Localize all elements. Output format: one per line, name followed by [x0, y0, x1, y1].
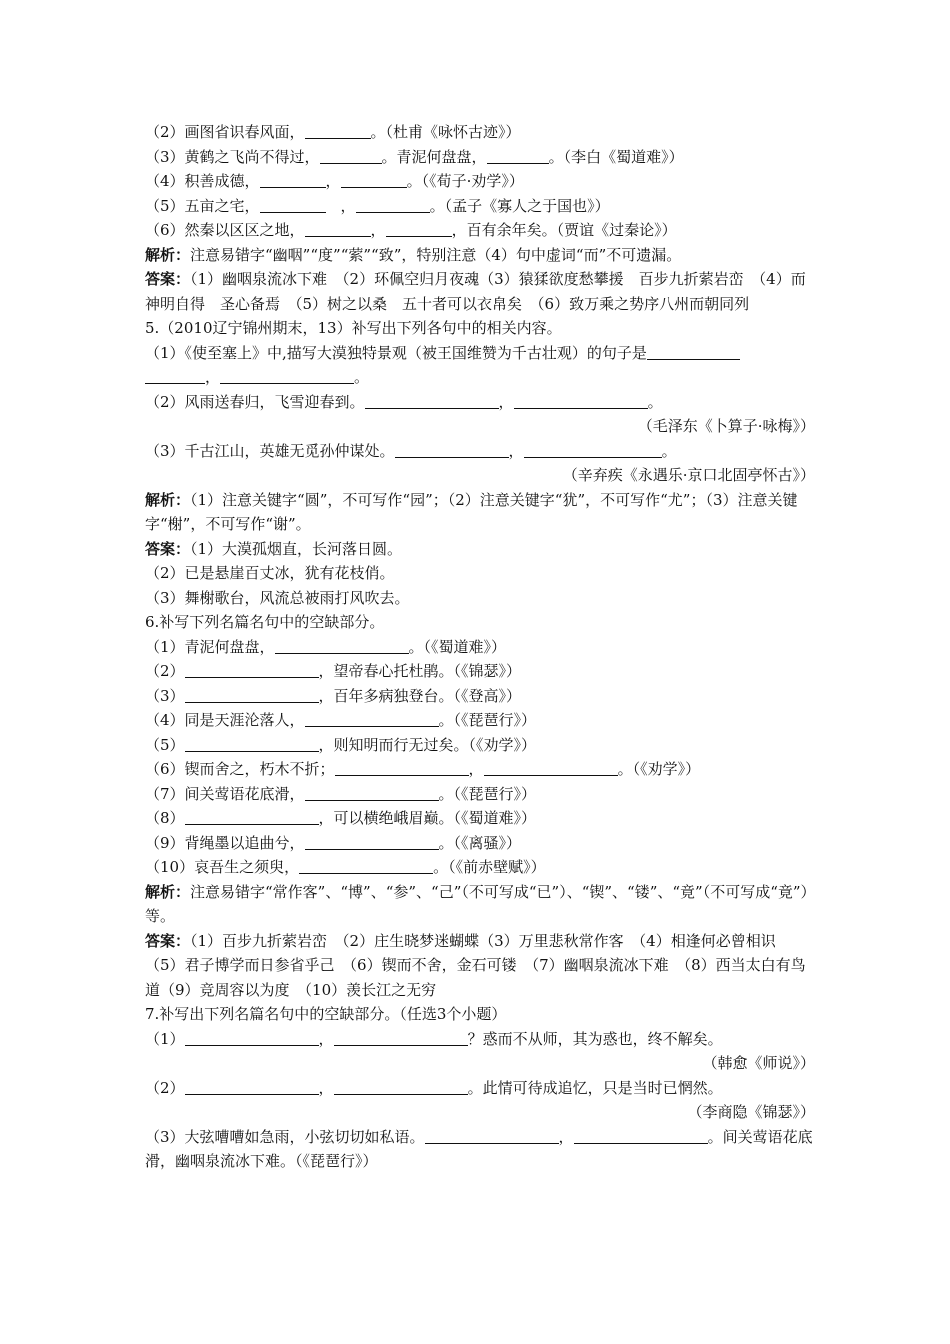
text-segment: 注意易错字“幽咽”“度”“萦”“致”，特别注意（4）句中虚词“而”不可遗漏。 [190, 245, 682, 264]
answer-blank [335, 760, 469, 776]
answer-blank [275, 638, 409, 654]
text-segment: （1）青泥何盘盘， [145, 637, 275, 656]
answer-blank [334, 1030, 468, 1046]
text-line [145, 316, 815, 341]
text-segment: （6）锲而舍之，朽木不折； [145, 760, 335, 778]
text-segment: （2）风雨送春归，飞雪迎春到。 [145, 392, 365, 411]
text-line [145, 488, 815, 537]
text-segment: ， [508, 441, 524, 460]
answer-blank [320, 148, 382, 164]
text-segment: （2）已是悬崖百丈冰，犹有花枝俏。 [145, 564, 395, 582]
answer-blank [386, 221, 452, 237]
text-segment: 。（《蜀道难》） [408, 637, 507, 656]
text-line [145, 782, 815, 807]
text-line [145, 120, 815, 145]
text-segment: 。（《前赤壁赋》） [433, 858, 546, 876]
text-segment: （5）五亩之宅， [145, 196, 260, 215]
text-line [145, 439, 815, 464]
answer-blank [145, 368, 205, 384]
text-line [145, 267, 815, 316]
text-line [145, 1051, 815, 1076]
text-segment: （3）大弦嘈嘈如急雨，小弦切切如私语。 [145, 1127, 425, 1146]
answer-blank [305, 785, 439, 801]
answer-blank [185, 662, 319, 678]
text-line [145, 1125, 815, 1174]
text-segment: （1）注意关键字“圆”，不可写作“园”；（2）注意关键字“犹”，不可写作“尤”；（3）注意关键字“榭”，不可写作“谢”。 [145, 490, 798, 533]
text-segment: （6）然秦以区区之地， [145, 221, 305, 239]
text-segment: （辛弃疾《永遇乐·京口北固亭怀古》） [562, 466, 815, 484]
text-line [145, 757, 815, 782]
text-line [145, 194, 815, 219]
text-segment: （3）千古江山，英雄无觅孙仲谋处。 [145, 441, 395, 460]
answer-blank [425, 1128, 559, 1144]
text-line [145, 1002, 815, 1027]
answer-blank [305, 123, 371, 139]
text-line [145, 341, 815, 366]
text-segment: 。（杜甫《咏怀古迹》） [370, 123, 521, 141]
answer-blank [524, 442, 662, 458]
text-segment: 7.补写出下列名篇名句中的空缺部分。（任选3个小题） [145, 1005, 507, 1023]
answer-blank [305, 834, 439, 850]
text-segment: （1）幽咽泉流冰下难 （2）环佩空归月夜魂（3）猿猱欲度愁攀援 百步九折萦岩峦 （4）而神明自得 圣心备焉 （5）树之以桑 五十者可以衣帛矣 （6）致万乘之势序八州而朝同列 [145, 270, 806, 313]
text-segment: （7）间关莺语花底滑， [145, 784, 305, 803]
text-line [145, 365, 815, 390]
section-label: 解析： [145, 882, 191, 901]
text-segment: 。（《离骚》） [438, 833, 522, 852]
text-segment: 注意易错字“常作客”、“博”、“参”、“己”（不可写成“已”）、“锲”、“镂”、“竟”（不可写成“竟”）等。 [145, 882, 809, 925]
text-line [145, 463, 815, 488]
answer-blank [185, 687, 319, 703]
text-segment: （1）大漠孤烟直，长河落日圆。 [190, 539, 403, 558]
answer-blank [574, 1128, 708, 1144]
text-segment: （4）积善成德， [145, 172, 260, 190]
text-segment: 。（《荀子·劝学》） [406, 172, 524, 190]
text-segment: ， [370, 221, 386, 239]
text-segment: ，望帝春心托杜鹃。（《锦瑟》） [318, 662, 522, 680]
text-line [145, 855, 815, 880]
answer-blank [487, 148, 549, 164]
answer-blank [305, 221, 371, 237]
text-segment: （2）画图省识春风面， [145, 123, 305, 141]
answer-blank [260, 172, 326, 188]
text-segment: 。（《琵琶行》） [438, 784, 537, 803]
section-label: 答案： [145, 270, 191, 288]
text-segment: ， [318, 1029, 334, 1048]
section-label: 答案： [145, 539, 191, 558]
text-segment: ， [498, 392, 514, 411]
text-line [145, 169, 815, 194]
text-segment: 。（《劝学》） [617, 760, 701, 778]
text-line [145, 243, 815, 268]
section-label: 答案： [145, 931, 191, 950]
answer-blank [260, 197, 326, 213]
text-line [145, 414, 815, 439]
section-label: 解析： [145, 245, 191, 264]
answer-blank [647, 344, 740, 360]
answer-blank [305, 711, 439, 727]
text-segment: 。 [354, 368, 370, 386]
text-line [145, 684, 815, 709]
text-segment: （1） [145, 1029, 185, 1048]
text-line [145, 708, 815, 733]
answer-blank [299, 858, 433, 874]
answer-blank [220, 368, 354, 384]
answer-blank [365, 393, 499, 409]
text-segment: ， [205, 368, 221, 386]
text-segment: 。（孟子《寡人之于国也》） [429, 196, 610, 215]
answer-blank [395, 442, 509, 458]
answer-blank [334, 1079, 468, 1095]
text-line [145, 1100, 815, 1125]
text-segment: ，百年多病独登台。（《登高》） [318, 686, 522, 705]
text-segment: （10）哀吾生之须臾， [145, 858, 300, 876]
text-segment: （韩愈《师说》） [702, 1054, 815, 1072]
answer-blank [185, 809, 319, 825]
text-segment: ， [468, 760, 484, 778]
text-segment: 。青泥何盘盘， [381, 147, 487, 166]
text-segment: 。（李白《蜀道难》） [548, 147, 684, 166]
text-line [145, 831, 815, 856]
text-segment: （8） [145, 809, 185, 827]
answer-blank [514, 393, 648, 409]
text-segment: （9）背绳墨以追曲兮， [145, 833, 305, 852]
text-segment: ， [325, 196, 356, 215]
text-segment: 6.补写下列名篇名句中的空缺部分。 [145, 613, 385, 631]
text-line [145, 659, 815, 684]
text-segment: 。此情可待成追忆，只是当时已惘然。 [467, 1078, 723, 1097]
text-segment: （毛泽东《卜算子·咏梅》） [637, 417, 815, 435]
answer-blank [185, 1030, 319, 1046]
answer-blank [341, 172, 407, 188]
text-segment: ？惑而不从师，其为惑也，终不解矣。 [467, 1029, 723, 1048]
text-line [145, 145, 815, 170]
text-segment: （1）百步九折萦岩峦 （2）庄生晓梦迷蝴蝶（3）万里悲秋常作客 （4）相逢何必曾相识 （5）君子博学而日参省乎己 （6）锲而不舍，金石可镂 （7）幽咽泉流冰下难 （8）西当太白有鸟道（9）竞周容以为度 （10）羡长江之无穷 [145, 931, 806, 999]
text-line [145, 733, 815, 758]
text-line [145, 635, 815, 660]
answer-blank [185, 736, 319, 752]
text-segment: （3） [145, 686, 185, 705]
text-segment: 。 [661, 441, 677, 460]
text-line [145, 806, 815, 831]
text-segment: （2） [145, 662, 185, 680]
text-segment: 。 [647, 392, 663, 411]
text-line [145, 390, 815, 415]
text-segment: 。（《琵琶行》） [438, 711, 537, 729]
text-segment: ，百有余年矣。（贾谊《过秦论》） [451, 221, 677, 239]
text-segment: （3）黄鹤之飞尚不得过， [145, 147, 320, 166]
text-segment: ， [558, 1127, 574, 1146]
text-line [145, 586, 815, 611]
document-page [145, 120, 815, 1174]
text-segment: ， [318, 1078, 334, 1097]
text-line [145, 1076, 815, 1101]
text-segment: （5） [145, 735, 185, 754]
text-segment: ， [325, 172, 341, 190]
text-segment: （4）同是天涯沦落人， [145, 711, 305, 729]
text-segment: ，可以横绝峨眉巅。（《蜀道难》） [318, 809, 537, 827]
text-segment: ，则知明而行无过矣。（《劝学》） [318, 735, 537, 754]
text-line [145, 537, 815, 562]
text-line [145, 880, 815, 929]
text-segment: 。间关莺语花底滑，幽咽泉流冰下难。（《琵琶行》） [145, 1127, 813, 1170]
text-line [145, 561, 815, 586]
text-segment: （1）《使至塞上》中,描写大漠独特景观（被王国维赞为千古壮观）的句子是 [145, 343, 647, 362]
text-line [145, 929, 815, 1003]
text-segment: （3）舞榭歌台，风流总被雨打风吹去。 [145, 588, 410, 607]
answer-blank [356, 197, 430, 213]
answer-blank [185, 1079, 319, 1095]
answer-blank [484, 760, 618, 776]
section-label: 解析： [145, 490, 191, 509]
text-line [145, 218, 815, 243]
text-segment: （2） [145, 1078, 185, 1097]
text-line [145, 610, 815, 635]
text-segment: 5.（2010辽宁锦州期末，13）补写出下列各句中的相关内容。 [145, 319, 562, 337]
text-line [145, 1027, 815, 1052]
text-segment: （李商隐《锦瑟》） [687, 1103, 815, 1121]
